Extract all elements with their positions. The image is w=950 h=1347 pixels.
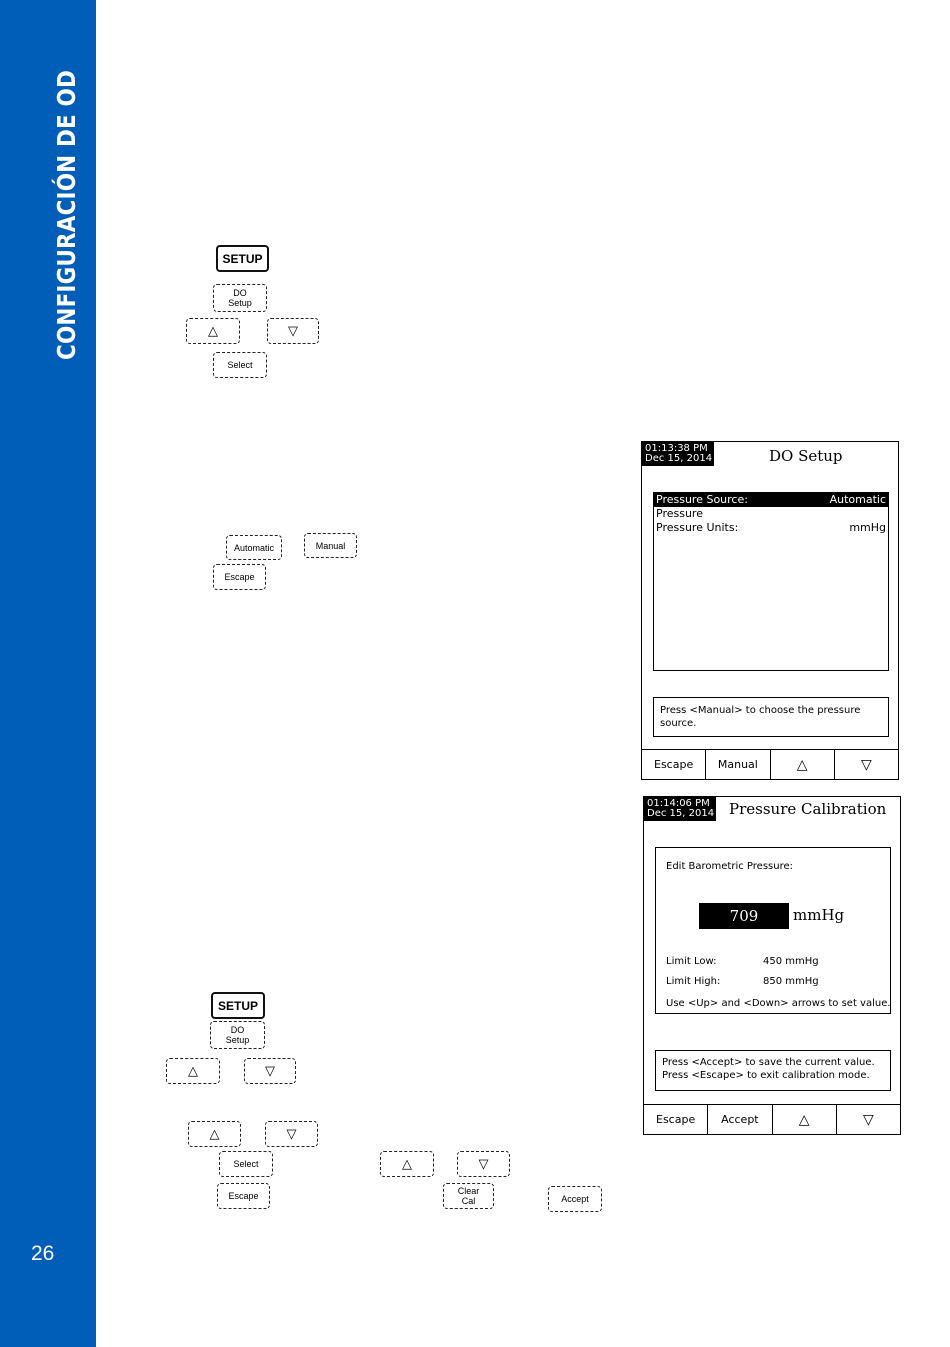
edit-label: Edit Barometric Pressure: bbox=[666, 861, 793, 872]
softkey-up[interactable]: △ bbox=[771, 750, 835, 779]
section-title: CONFIGURACIÓN DE OD bbox=[52, 70, 81, 361]
manual-key[interactable]: Manual bbox=[304, 533, 357, 558]
softkey-escape[interactable]: Escape bbox=[642, 750, 706, 779]
pressure-value-field[interactable]: 709 bbox=[699, 903, 789, 929]
setting-label: Pressure Source: bbox=[656, 493, 748, 506]
down-arrow-key-2[interactable]: ▽ bbox=[244, 1058, 296, 1084]
pressure-calibration-screen bbox=[643, 796, 901, 1135]
setup-key-2[interactable]: SETUP bbox=[211, 992, 265, 1019]
softkey-bar bbox=[642, 749, 898, 779]
clock bbox=[644, 797, 716, 821]
limit-low-value: 450 mmHg bbox=[763, 956, 819, 967]
up-arrow-key[interactable]: △ bbox=[186, 318, 240, 344]
time: 01:14:06 PM bbox=[647, 798, 710, 809]
help-message: Press <Manual> to choose the pressure source. bbox=[653, 697, 889, 737]
softkey-down[interactable]: ▽ bbox=[860, 756, 872, 773]
date: Dec 15, 2014 bbox=[647, 808, 715, 819]
escape-key[interactable]: Escape bbox=[213, 564, 266, 590]
accept-key[interactable]: Accept bbox=[548, 1186, 602, 1212]
setting-row-pressure-units[interactable] bbox=[654, 521, 888, 535]
help-line: Press <Escape> to exit calibration mode. bbox=[662, 1070, 870, 1081]
softkey-up[interactable]: △ bbox=[773, 1105, 837, 1134]
screen-title: DO Setup bbox=[769, 447, 843, 465]
do-setup-key-2[interactable]: DO Setup bbox=[210, 1021, 265, 1049]
clear-cal-key[interactable]: Clear Cal bbox=[443, 1183, 494, 1209]
softkey-accept[interactable]: Accept bbox=[708, 1105, 772, 1134]
up-arrow-key-3[interactable]: △ bbox=[188, 1121, 241, 1147]
setting-label: Pressure bbox=[656, 507, 703, 520]
limit-low-label: Limit Low: bbox=[666, 956, 717, 967]
up-arrow-key-4[interactable]: △ bbox=[380, 1151, 434, 1177]
units-label: mmHg bbox=[793, 906, 845, 924]
settings-list bbox=[653, 492, 889, 671]
setting-value: mmHg bbox=[849, 521, 886, 534]
do-setup-screen bbox=[641, 441, 899, 780]
automatic-key[interactable]: Automatic bbox=[226, 535, 282, 560]
softkey-bar bbox=[644, 1104, 900, 1134]
select-key-2[interactable]: Select bbox=[219, 1151, 273, 1177]
escape-key-2[interactable]: Escape bbox=[217, 1183, 270, 1209]
help-message bbox=[655, 1050, 891, 1091]
do-setup-key[interactable]: DO Setup bbox=[213, 284, 267, 312]
calibration-panel bbox=[655, 847, 891, 1014]
date: Dec 15, 2014 bbox=[645, 453, 713, 464]
limit-high-label: Limit High: bbox=[666, 976, 721, 987]
up-arrow-key-2[interactable]: △ bbox=[166, 1058, 220, 1084]
page-number: 26 bbox=[31, 1242, 55, 1265]
down-arrow-key-4[interactable]: ▽ bbox=[457, 1151, 510, 1177]
screen-title: Pressure Calibration bbox=[729, 800, 887, 818]
setting-row-pressure[interactable] bbox=[654, 507, 888, 521]
down-arrow-key-3[interactable]: ▽ bbox=[265, 1121, 318, 1147]
limit-high-value: 850 mmHg bbox=[763, 976, 819, 987]
down-arrow-key[interactable]: ▽ bbox=[267, 318, 319, 344]
softkey-down[interactable]: ▽ bbox=[862, 1111, 874, 1128]
select-key[interactable]: Select bbox=[213, 352, 267, 378]
hint-text: Use <Up> and <Down> arrows to set value. bbox=[666, 998, 891, 1009]
setup-key[interactable]: SETUP bbox=[216, 245, 269, 272]
setting-value: Automatic bbox=[829, 493, 886, 506]
clock bbox=[642, 442, 714, 466]
time: 01:13:38 PM bbox=[645, 443, 708, 454]
help-line: Press <Accept> to save the current value. bbox=[662, 1057, 875, 1068]
softkey-escape[interactable]: Escape bbox=[644, 1105, 708, 1134]
setting-label: Pressure Units: bbox=[656, 521, 739, 534]
setting-row-pressure-source[interactable] bbox=[654, 493, 888, 507]
sidebar bbox=[0, 0, 96, 1347]
softkey-manual[interactable]: Manual bbox=[706, 750, 770, 779]
